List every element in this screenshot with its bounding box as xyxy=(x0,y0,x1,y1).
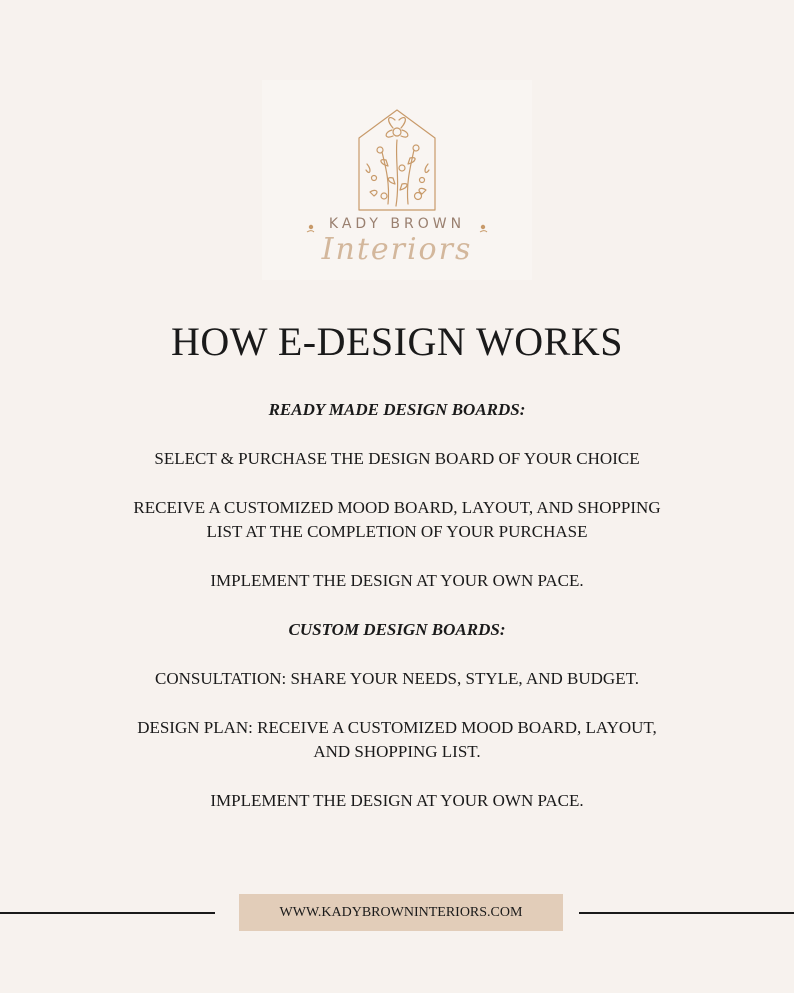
step-text: LIST AT THE COMPLETION OF YOUR PURCHASE xyxy=(206,522,588,541)
page-title: HOW E-DESIGN WORKS xyxy=(171,319,623,364)
brand-script: Interiors xyxy=(321,232,473,267)
step-text: IMPLEMENT THE DESIGN AT YOUR OWN PACE. xyxy=(210,571,584,590)
footer-divider-left xyxy=(0,912,215,914)
step-text: RECEIVE A CUSTOMIZED MOOD BOARD, LAYOUT, AND SHOPPING xyxy=(133,498,661,517)
section-heading-ready-made: READY MADE DESIGN BOARDS: xyxy=(268,400,526,419)
brand-name: KADY BROWN xyxy=(328,216,466,232)
section-heading-custom: CUSTOM DESIGN BOARDS: xyxy=(288,620,506,639)
brand-logo xyxy=(262,80,532,280)
step-text: CONSULTATION: SHARE YOUR NEEDS, STYLE, AND BUDGET. xyxy=(155,669,639,688)
website-link[interactable]: WWW.KADYBROWNINTERIORS.COM xyxy=(239,894,563,931)
step-text: IMPLEMENT THE DESIGN AT YOUR OWN PACE. xyxy=(210,791,584,810)
content-body xyxy=(0,398,794,813)
footer-divider-right xyxy=(579,912,794,914)
step-text: AND SHOPPING LIST. xyxy=(313,742,481,761)
step-text: DESIGN PLAN: RECEIVE A CUSTOMIZED MOOD BOARD, LAYOUT, xyxy=(137,718,657,737)
step-text: SELECT & PURCHASE THE DESIGN BOARD OF YOUR CHOICE xyxy=(154,449,640,468)
